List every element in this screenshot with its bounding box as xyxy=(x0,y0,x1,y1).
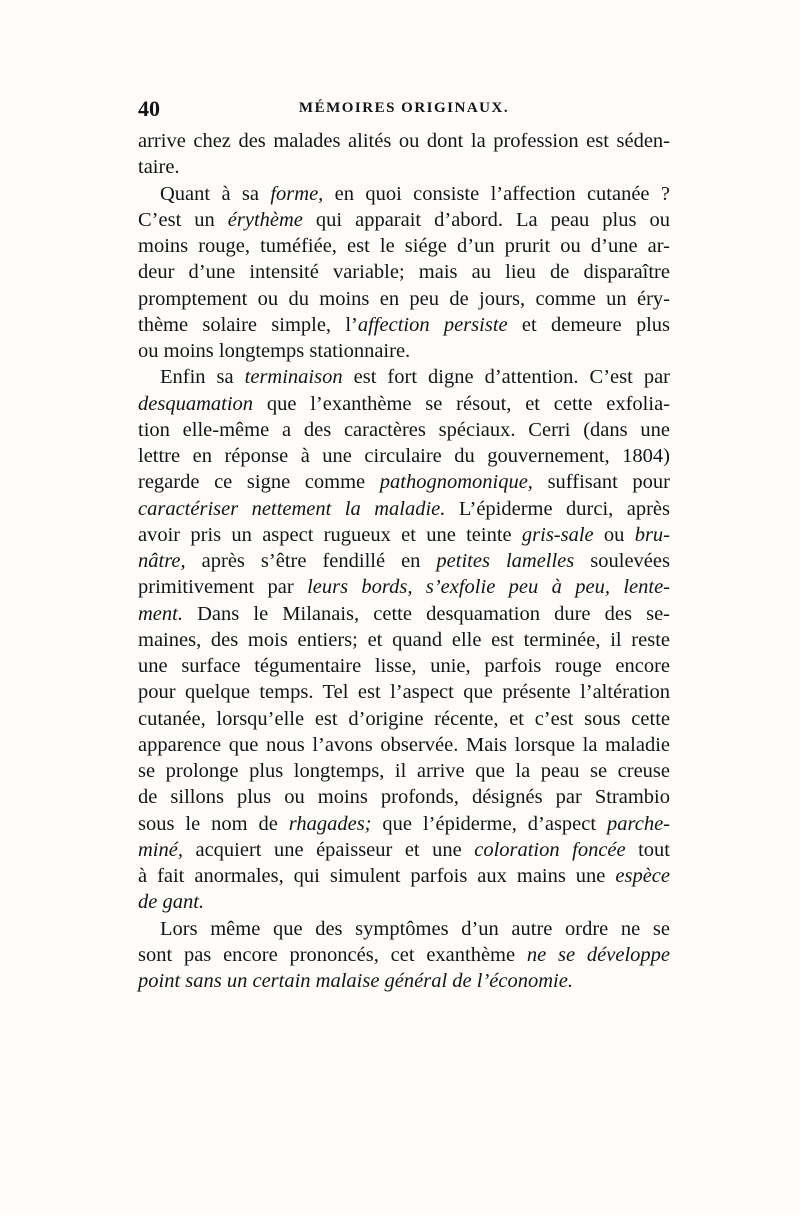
text-line xyxy=(138,259,670,285)
italic-text: forme, xyxy=(270,182,324,205)
text-run: avoir pris un aspect rugueux et une teinte xyxy=(138,523,522,546)
text-line xyxy=(138,207,670,233)
text-run: Enfin sa xyxy=(160,366,245,389)
italic-text: coloration foncée xyxy=(474,838,626,861)
text-run: tion elle-même a des caractères spéciaux. Cerri (dans une xyxy=(138,418,670,441)
text-line xyxy=(138,627,670,653)
text-run: sont pas encore prononcés, cet exanthème xyxy=(138,943,527,966)
italic-text: point sans un certain malaise général de l’économie. xyxy=(138,970,573,992)
italic-text: nâtre, xyxy=(138,550,186,572)
text-line xyxy=(138,916,670,942)
body-text xyxy=(138,128,670,994)
text-run: ou xyxy=(593,523,635,546)
italic-text: leurs bords, s’exfolie peu à peu, lente- xyxy=(307,576,670,599)
text-run: thème solaire simple, l’ xyxy=(138,313,358,336)
text-run: tout xyxy=(625,838,671,861)
italic-text: miné, xyxy=(138,838,183,861)
text-run: soulevées xyxy=(574,550,670,572)
italic-text: gris-sale xyxy=(521,523,594,546)
text-run: et demeure plus xyxy=(507,313,670,336)
text-line xyxy=(138,286,670,312)
text-line xyxy=(138,443,670,469)
text-line xyxy=(138,732,670,758)
text-run: que l’exanthème se résout, et cette exfolia- xyxy=(253,392,670,415)
italic-text: terminaison xyxy=(244,366,343,389)
text-line xyxy=(138,706,670,732)
italic-text: ment. xyxy=(138,602,183,625)
text-line xyxy=(138,154,670,180)
text-run: deur d’une intensité variable; mais au lieu de disparaître xyxy=(138,261,670,284)
italic-text: bru- xyxy=(634,523,670,546)
text-run: promptement ou du moins en peu de jours, comme un éry- xyxy=(138,287,670,310)
page-header xyxy=(138,96,670,126)
text-run: se prolonge plus longtemps, il arrive que la peau se creuse xyxy=(138,760,670,782)
text-run: taire. xyxy=(138,156,180,179)
italic-text: parche- xyxy=(607,812,670,835)
running-head: MÉMOIRES ORIGINAUX. xyxy=(298,100,510,116)
text-line xyxy=(138,312,670,338)
text-line xyxy=(138,469,670,495)
text-line xyxy=(138,968,670,994)
text-run: après s’être fendillé en xyxy=(185,550,437,572)
text-run: moins rouge, tuméfiée, est le siége d’un prurit ou d’une ar- xyxy=(138,235,670,257)
text-run: qui apparait d’abord. La peau plus ou xyxy=(302,208,670,231)
text-run: acquiert une épaisseur et une xyxy=(182,838,475,861)
text-run: Lors même que des symptômes d’un autre ordre ne se xyxy=(160,917,670,940)
text-line xyxy=(138,784,670,810)
text-run: L’épiderme durci, après xyxy=(445,497,670,520)
italic-text: caractériser nettement la maladie. xyxy=(138,497,446,520)
text-run: est fort digne d’attention. C’est par xyxy=(342,366,670,389)
italic-text: rhagades; xyxy=(288,812,372,835)
text-line xyxy=(138,942,670,968)
text-line xyxy=(138,574,670,600)
text-run: apparence que nous l’avons observée. Mais lorsque la maladie xyxy=(138,733,670,756)
paragraph xyxy=(138,181,670,365)
text-line xyxy=(138,837,670,863)
text-run: Dans le Milanais, cette desquamation dure des se- xyxy=(182,602,670,625)
text-line xyxy=(138,653,670,679)
text-line xyxy=(138,496,670,522)
italic-text: de gant. xyxy=(138,891,205,914)
text-run: une surface tégumentaire lisse, unie, parfois rouge encore xyxy=(138,655,670,677)
text-line xyxy=(138,679,670,705)
page-number: 40 xyxy=(138,96,160,121)
text-run: maines, des mois entiers; et quand elle est terminée, il reste xyxy=(138,628,670,651)
text-line xyxy=(138,233,670,259)
text-run: arrive chez des malades alités ou dont la profession est séden- xyxy=(138,130,670,152)
text-run: de sillons plus ou moins profonds, désignés par Strambio xyxy=(138,786,670,809)
text-line xyxy=(138,522,670,548)
text-run: C’est un xyxy=(138,208,228,231)
text-run: cutanée, lorsqu’elle est d’origine récente, et c’est sous cette xyxy=(138,707,670,730)
italic-text: pathognomonique, xyxy=(379,471,533,494)
text-run: sous le nom de xyxy=(138,812,289,835)
text-line xyxy=(138,338,670,364)
italic-text: érythème xyxy=(227,208,303,231)
paragraph xyxy=(138,128,670,181)
text-line xyxy=(138,863,670,889)
text-line xyxy=(138,758,670,784)
text-line xyxy=(138,417,670,443)
text-line xyxy=(138,601,670,627)
text-run: ou moins longtemps stationnaire. xyxy=(138,340,411,362)
text-run: que l’épiderme, d’aspect xyxy=(371,812,607,835)
text-line xyxy=(138,811,670,837)
italic-text: ne se développe xyxy=(526,943,670,966)
paragraph xyxy=(138,364,670,915)
text-line xyxy=(138,889,670,915)
text-line xyxy=(138,391,670,417)
text-line xyxy=(138,181,670,207)
italic-text: desquamation xyxy=(138,392,254,415)
italic-text: espèce xyxy=(615,865,670,887)
text-line xyxy=(138,548,670,574)
text-run: suffisant pour xyxy=(532,471,670,494)
text-run: à fait anormales, qui simulent parfois aux mains une xyxy=(138,865,616,887)
text-run: pour quelque temps. Tel est l’aspect que présente l’altération xyxy=(138,681,670,704)
italic-text: affection persiste xyxy=(357,313,508,336)
text-run: Quant à sa xyxy=(160,182,271,205)
paragraph xyxy=(138,916,670,995)
italic-text: petites lamelles xyxy=(436,550,575,572)
text-run: regarde ce signe comme xyxy=(138,471,380,494)
text-line xyxy=(138,128,670,154)
text-run: lettre en réponse à une circulaire du gouvernement, 1804) xyxy=(138,445,670,467)
text-run: en quoi consiste l’affection cutanée ? xyxy=(323,182,670,205)
text-line xyxy=(138,364,670,390)
text-run: primitivement par xyxy=(138,576,308,599)
